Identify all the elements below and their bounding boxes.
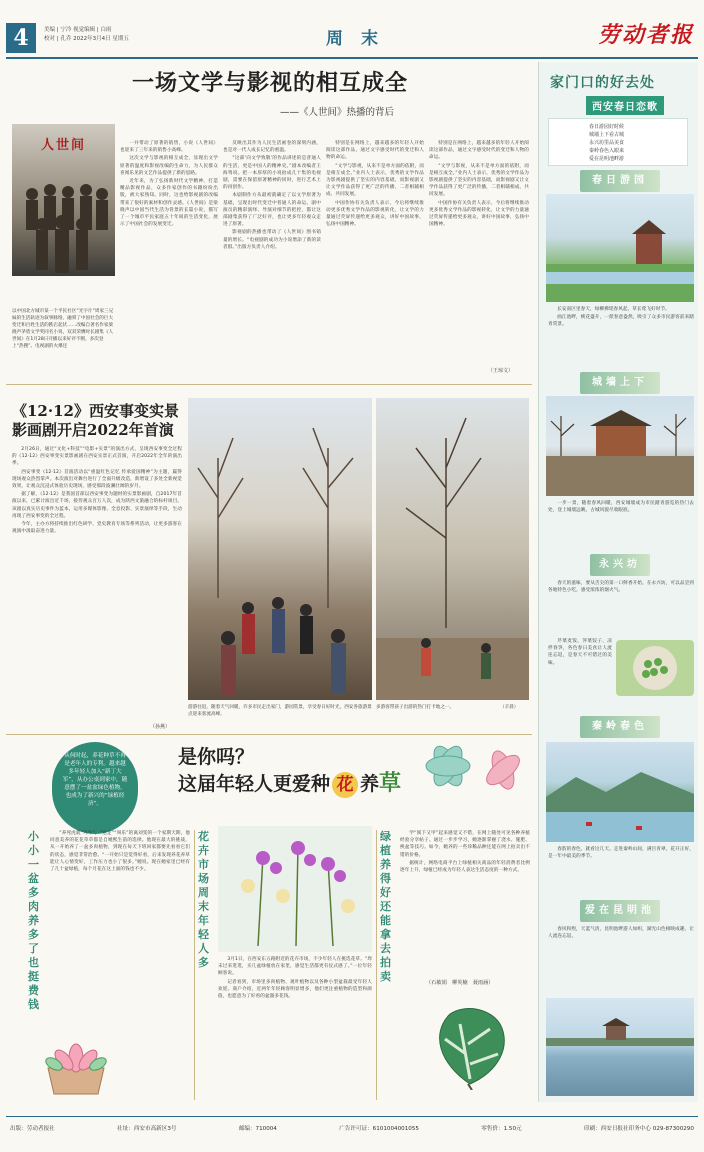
lead-title: 一场文学与影视的相互成全: [131, 70, 408, 96]
xian-author: （孙燕）: [150, 724, 171, 730]
plant-vtitle-2: 花卉市场周末年轻人多: [198, 830, 209, 969]
sidebar-section-spring-garden: 春日游园: [580, 170, 660, 192]
flower-badge: 花: [332, 772, 358, 798]
poster-image: [12, 124, 115, 276]
yongxing-text: 春天的滋味，要从舌尖的第一口鲜香开始。在永兴坊，可以品尝到各地特色小吃，感受浓浓的烟火气。: [548, 581, 694, 594]
header-meta: 美编 | 宁冷 视觉编辑 | 白雨 校对 | 孔乔 2022年3月4日 星期五: [44, 27, 129, 42]
xian-photo2-credit: （辛晨）: [500, 705, 519, 710]
sidebar-title: 家门口的好去处: [550, 75, 655, 91]
kunming-pool-text: 春风和煦，天蓝气清，昆明池畔游人如织，湖光山色相映成趣，让人流连忘返。: [548, 927, 694, 940]
poster-caption: 以中国北方城市某一个平民社区“光字片”周家三兄妹的生活轨迹为叙事脉络，融刻了中国社会的巨大变迁和百姓生活的跌宕起伏……改编自著名作家梁晓声茅盾文学奖同名小说，双双荣膺时长剧集《人世间》在1月28日开播以来好评不断，多次登上“热搜”。电视剧的火爆还: [12, 309, 114, 349]
yongxing-text-2: 芹菜麦饭、荠菜饺子、凉拌春笋，各色春日美食让人流连忘返，是春天不可错过的美味。: [548, 639, 612, 666]
plant-teaser: 从何时起，养花种草不再是老年人的专利。越来越多年轻人加入“新丁大军”，从办公桌到家中，随意摆了一盆盆绿色植物，也成为了新兴的“绿植经济”。: [52, 742, 138, 834]
sidebar-section-yongxing: 永兴坊: [590, 554, 650, 576]
sidebar-toc: 春日游园好时候 城墙上下看古城 永兴坊里品美食 秦岭春色入眼来 爱在昆明池畔游: [548, 118, 688, 166]
sidebar-section-qinling: 秦岭春色: [580, 716, 660, 738]
xian-title: 《12·12》西安事变实景 影画剧开启2022年首演: [12, 402, 179, 439]
qinling-photo: [546, 742, 694, 842]
succulent-illustration-top: [418, 736, 536, 800]
xian-photo2-caption: 多游客带孩子出游的热门打卡地之一。: [376, 705, 455, 710]
plant-author: （石敏娟 柳英楠 聂雨涵）: [426, 980, 494, 986]
yongxing-food-photo: [616, 640, 694, 696]
lead-col3: 反映出其作为人民生活画卷的深刻内涵，也是对一代人成长记忆的重温。 “这部‘向文学致敬’的作品讲述的是普通人的生活，更是中国人的精神史。”剧本改编者王海鸰说。把一本厚厚的小说拍成几十集的电视剧，需要在保留原著精神的同时，进行艺术上的再创作。 本剧制作方从最初就确定了以文学原著为基础，呈现出时代变迁中普通人的命运。剧中演员的精彩演绎、导演对细节的把控，都让这部剧集获得了广泛好评，也让更多年轻观众走进了原著。 影视剧的热播也带动了《人世间》图书销量的增长。“电视剧的成功为小说增添了新的读者群。”出版方负责人介绍。: [223, 141, 321, 250]
lead-subtitle: ——《人世间》热播的背后: [280, 107, 395, 118]
orchid-photo: [218, 826, 372, 952]
kunming-pool-photo: [546, 998, 694, 1096]
poster-title: 人世间: [40, 138, 86, 153]
plant-headline: 是你吗？ 这届年轻人更爱种 花 养草: [178, 746, 402, 796]
spring-garden-photo: [546, 194, 694, 302]
lead-col4: 特别是在网络上，越来越多的年轻人开始阅读这部作品，通过文字感受时代的变迁和人物的命运。 “文学与影视，从来不是单方面的依附，而是相互成全。”业内人士表示，优秀的文学作品为影视剧提供了坚实的内容基础，而影视剧又让文学作品获得了更广泛的传播，二者相辅相成、共同发展。 中国作协有关负责人表示，今后将继续推动更多优秀文学作品的影视转化，让文学的力量通过荧屏传递给更多观众，讲好中国故事，弘扬中国精神。: [326, 141, 424, 228]
xian-text: 2月26日，通过“文化+科技”“电影+实景”的演出方式，呈现西安事变全过程的《12·12》西安事变实景影画剧在西安实景正式首演，开启2022年全年的演出季。 西安事变《12·12》首演活动以“重温红色记忆 传承爱国精神”为主题，赢得现场观众热烈掌声。本次演出对舞台进行了全面升级改造，新增设了多处全新视觉效果，让观众沉浸式体验历史现场，感受那段波澜壮阔的岁月。 据了解，《12·12》是我国首部以西安事变为题材的实景影画剧，自2017年首演以来，已累计演出近千场，接待观众百万人次，成为陕西文旅融合的标杆项目。该剧以真实历史事件为蓝本，运用多媒体影像、全息投影、实景演绎等手段，生动再现了西安事变的全过程。 今年，主办方将持续推出红色研学、党史教育专场等系列活动，让更多游客在观演中汲取奋进力量。: [12, 447, 182, 535]
xian-photo-1: [188, 398, 372, 700]
xian-photo-2: [376, 398, 529, 700]
plant-vtitle-3: 绿植养得好还能拿去拍卖: [380, 830, 391, 983]
qinling-text: 春韵的春色，就看这几天。走进秦岭山间，满目青翠，花开正好，是一年中最美的季节。: [548, 847, 694, 860]
masthead-logo: 劳动者报: [598, 22, 695, 48]
succulent-pot-illustration: [36, 1016, 116, 1096]
sidebar-subtitle: 西安春日恋歌: [586, 96, 664, 115]
plant-col1: “养死虎就”鸟牛”，“送走”“叫乐”的离刘雯的一个家期天期，他同意美养的花花草草都是自她熙生前的选择。他现在最大的挑战，从一开始养了一盆多肉植物，到现在每天下班回家都要先看看它们的状态，感觉非常治愈。“一开始只是觉得好看，后来发现养花养草能让人心情变好，工作压力也小了很多。”她说。现在她家里已经有了几十盆绿植，每个月花在这上面的钱也不少。: [50, 831, 190, 873]
city-wall-text: 一步一景，随着春风回暖，西安城墙成为市民踏青游览的热门去处，登上城墙远眺，古城风貌尽收眼底。: [548, 501, 694, 514]
lead-author: （王琼文）: [488, 368, 514, 374]
page-number: 4: [6, 23, 36, 53]
sidebar-section-kunming-pool: 爱在昆明池: [580, 900, 660, 922]
plant-col3: 学“阅下又甲”起来感觉又不错，在网上随处可见各种养植经验分享帖子。通过一步步学习，她逐渐掌握了浇水、施肥、换盆等技巧。如今，她养的一些珍稀品种还能在网上拍卖出不错的价格。 据统计，网络电商平台上绿植相关商品的年轻消费者比例逐年上升，绿植已经成为年轻人表达生活态度的一种方式。: [400, 831, 530, 874]
footer: 出版：劳动者报社 社址：西安市高新区3号 邮编：710004 广告许可证：6101004001055 零售价：1.50元 印刷：西安日报社印务中心 029-87300290: [10, 1126, 694, 1132]
xian-photo1-caption: 游游往返，随着天气回暖，许多市民走出家门，游园赏景，享受春日好时光，西安各旅游景点迎来客流高峰。: [188, 705, 372, 717]
plant-vtitle-1: 小小一盆多肉养多了也挺费钱: [28, 830, 39, 1011]
lead-col5: 特别是在网络上，越来越多的年轻人开始阅读这部作品，通过文字感受时代的变迁和人物的命运。 “文学与影视，从来不是单方面的依附，而是相互成全。”业内人士表示，优秀的文学作品为影视剧提供了坚实的内容基础，而影视剧又让文学作品获得了更广泛的传播，二者相辅相成、共同发展。 中国作协有关负责人表示，今后将继续推动更多优秀文学作品的影视转化，让文学的力量通过荧屏传递给更多观众，讲好中国故事，弘扬中国精神。: [429, 141, 529, 228]
sidebar-section-city-wall: 城墙上下: [580, 372, 660, 394]
city-wall-photo: [546, 396, 694, 496]
plant-col2: 3月1日，在西安东五路附近的花卉市场，不少年轻人在挑选花草。“周末过来逛逛，买几盆绿植放在家里，感觉生活都更有仪式感了。”一位年轻顾客说。 记者看到，市场里多肉植物、观叶植物以及各种小型盆栽最受年轻人欢迎。商户介绍，近两年年轻顾客明显增多，他们更注重植物的造型和颜值，也愿意为了好看的盆器多花钱。: [218, 957, 372, 1000]
section-title: 周 末: [326, 29, 384, 49]
lead-col2: 一并带动了原著的销售，小说《人世间》也迎来了三年来的销售小高峰。 这次文学与影视的相互成全，显现出文学原著的温度和影视改编的生命力，为人民群众喜闻乐见的文艺作品提供了新的思路。 近年来，为了弘扬新时代文学精神、打造精品影视作品，众多作家创作的书籍纷纷出版，被大家熟知。同时，这也给影视剧的改编带来了很好的素材和创作灵感。《人世间》是梁晓声以中国当代生活为背景的长篇小说，描写了一个城市平民家庭五十年间的生活变化，展示了中国社会的发展变迁。: [120, 141, 218, 228]
monstera-illustration: [420, 994, 520, 1090]
spring-garden-text: 长安南区里春天，绿柳拂堤春风起，草长莺飞好时节。 曲江池畔，桃花盛开，一派春意盎然，吸引了众多市民游客前来踏青赏景。: [548, 307, 694, 328]
